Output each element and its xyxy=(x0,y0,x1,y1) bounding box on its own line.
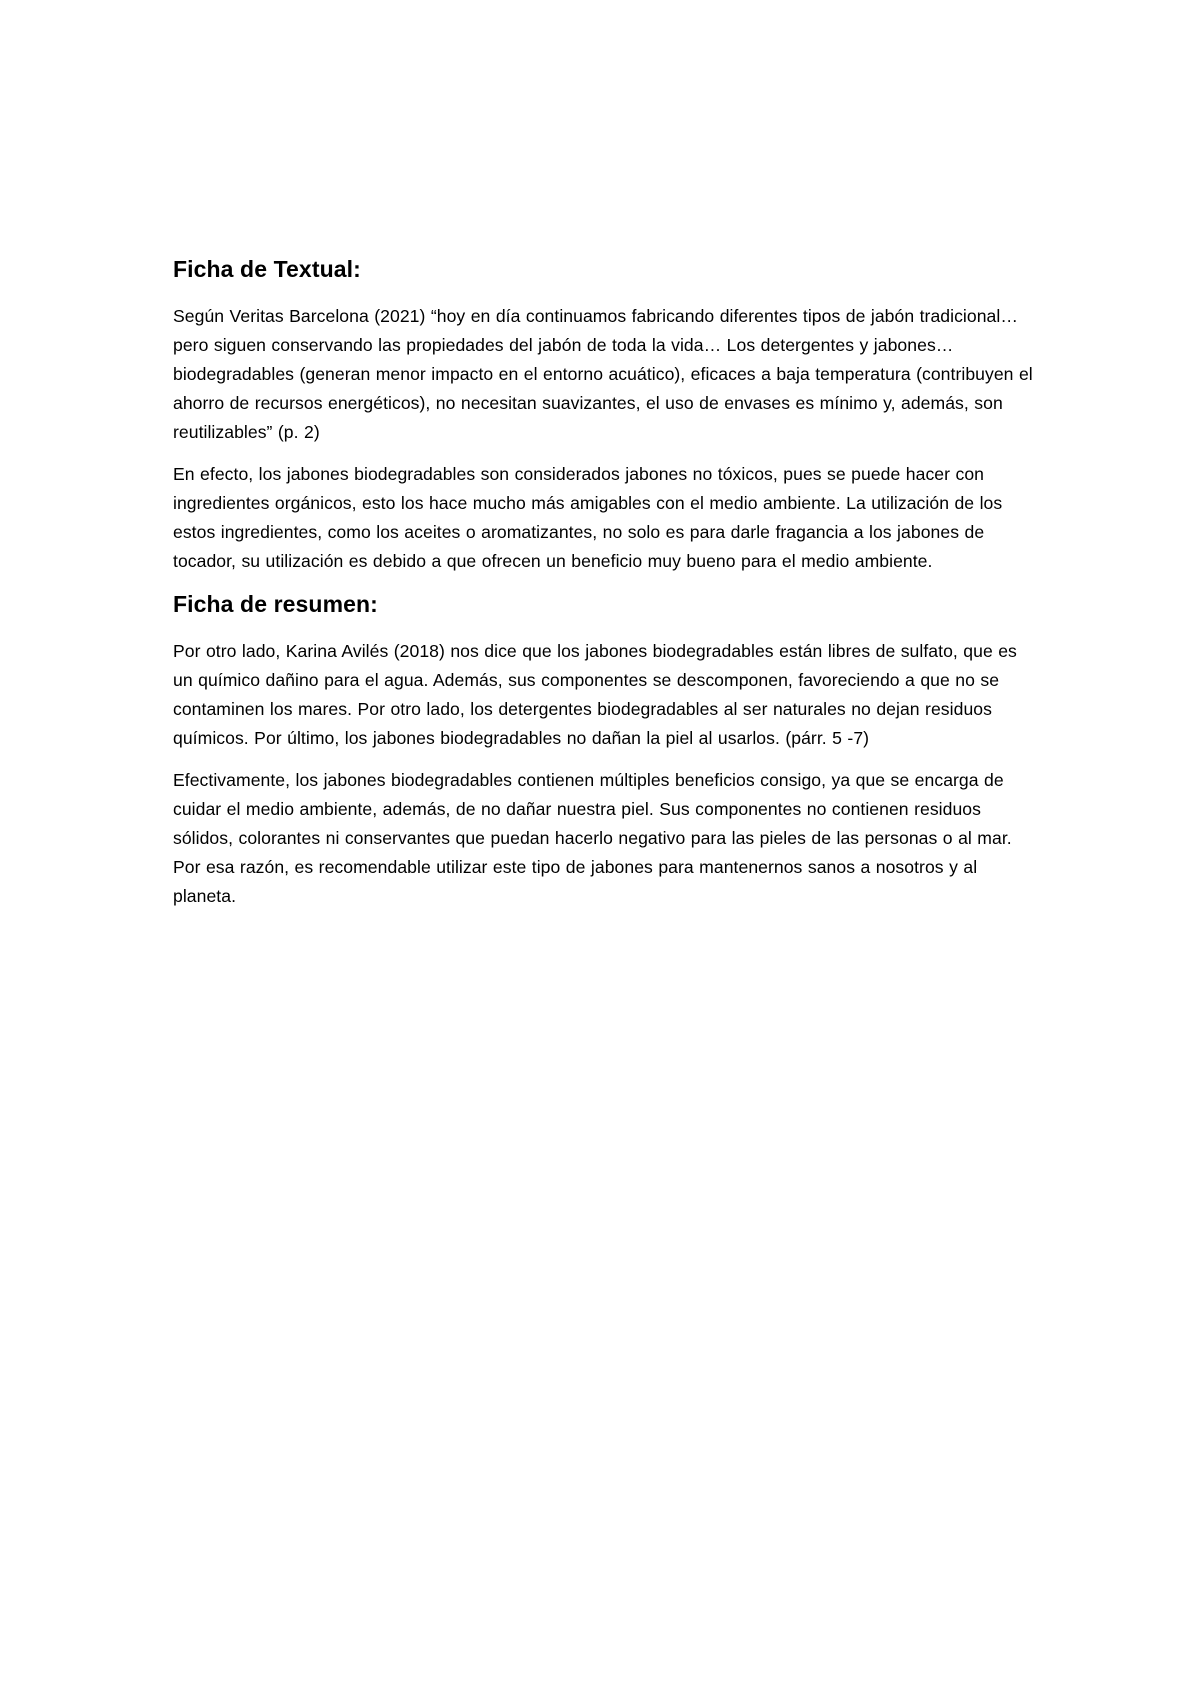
section-ficha-textual xyxy=(173,254,1040,576)
paragraph: Efectivamente, los jabones biodegradables contienen múltiples beneficios consigo, ya que se encarga de cuidar el medio ambiente, además, de no dañar nuestra piel. Sus componentes no contienen residuos sólidos, colorantes ni conservantes que puedan hacerlo negativo para las pieles de las personas o al mar. Por esa razón, es recomendable utilizar este tipo de jabones para mantenernos sanos a nosotros y al planeta. xyxy=(173,770,1012,906)
paragraph: Según Veritas Barcelona (2021) “hoy en día continuamos fabricando diferentes tipos de jabón tradicional… pero siguen conservando las propiedades del jabón de toda la vida… Los detergentes y jabones… biodegradables (generan menor impacto en el entorno acuático), eficaces a baja temperatura (contribuyen el ahorro de recursos energéticos), no necesitan suavizantes, el uso de envases es mínimo y, además, son reutilizables” (p. 2) xyxy=(173,306,1033,442)
section-title: Ficha de Textual: xyxy=(173,256,361,282)
paragraph: Por otro lado, Karina Avilés (2018) nos dice que los jabones biodegradables están libres de sulfato, que es un químico dañino para el agua. Además, sus componentes se descomponen, favoreciendo a que no se contaminen los mares. Por otro lado, los detergentes biodegradables al ser naturales no dejan residuos químicos. Por último, los jabones biodegradables no dañan la piel al usarlos. (párr. 5 -7) xyxy=(173,641,1017,748)
paragraph: En efecto, los jabones biodegradables son considerados jabones no tóxicos, pues se puede hacer con ingredientes orgánicos, esto los hace mucho más amigables con el medio ambiente. La utilización de los estos ingredientes, como los aceites o aromatizantes, no solo es para darle fragancia a los jabones de tocador, su utilización es debido a que ofrecen un beneficio muy bueno para el medio ambiente. xyxy=(173,464,1003,571)
section-ficha-resumen xyxy=(173,589,1040,911)
section-title: Ficha de resumen: xyxy=(173,591,378,617)
